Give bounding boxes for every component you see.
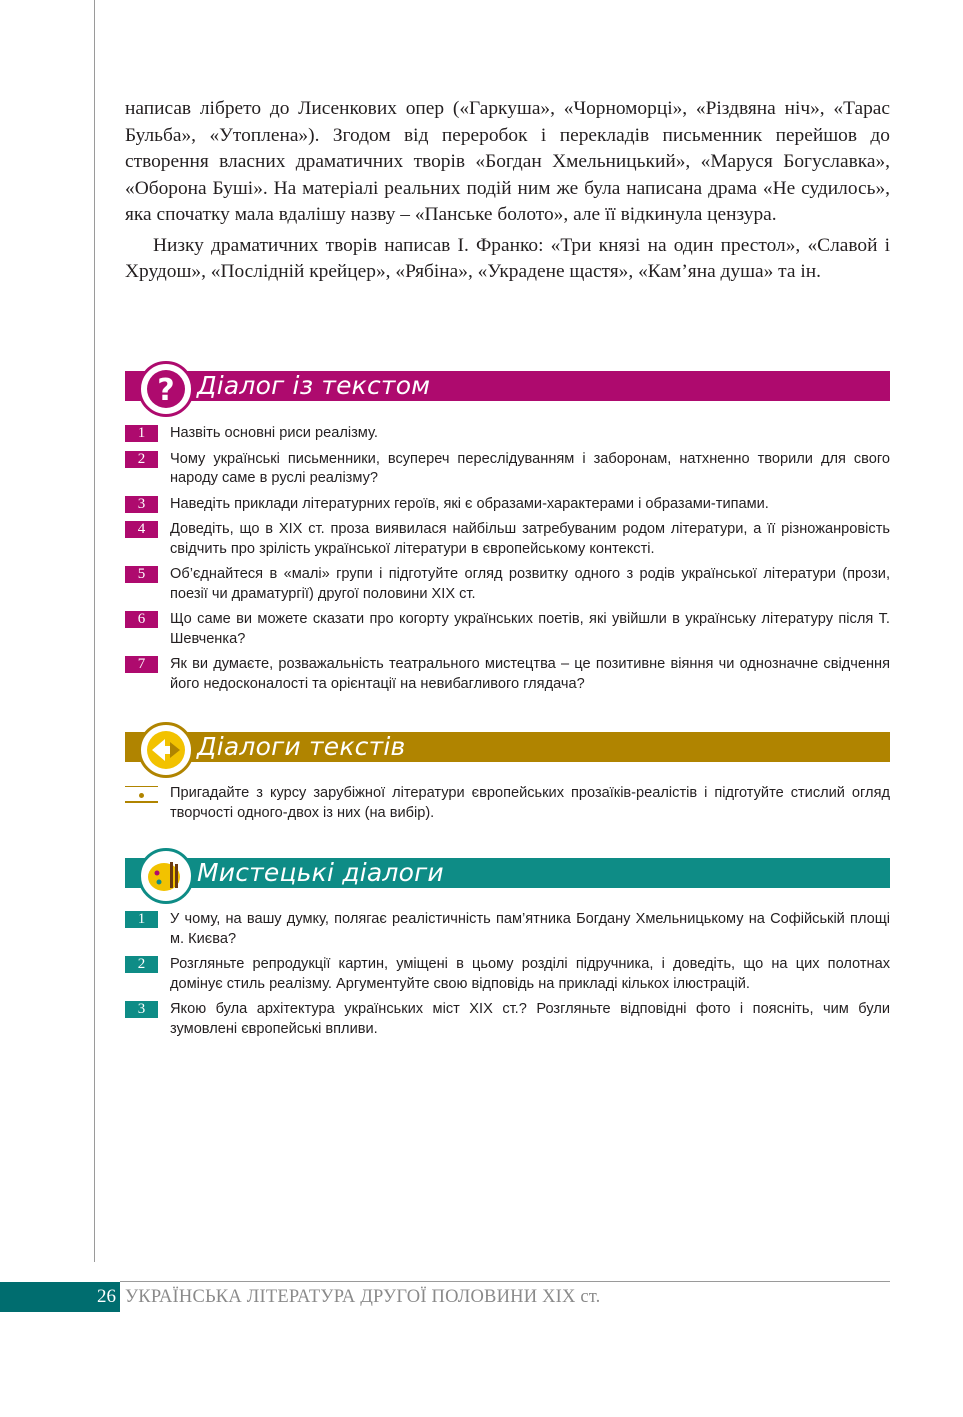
question-text: Наведіть приклади літературних героїв, які є образами-характерами і образами-типами. (170, 495, 769, 512)
section-title: Діалоги текстів (197, 732, 406, 761)
question-item (125, 955, 890, 994)
body-text (125, 96, 890, 286)
question-item (125, 655, 890, 694)
question-text: Розгляньте репродукції картин, уміщені в цьому розділі підручника, і доведіть, що на цих полотнах домінує стиль реалізму. Аргументуйте свою відповідь на прикладі кількох ілюстрацій. (170, 956, 890, 992)
question-number: 2 (125, 956, 158, 973)
question-text: Що саме ви можете сказати про когорту українських поетів, які увійшли в українську літературу після Т. Шевченка? (170, 611, 890, 647)
arrows-exchange-icon (138, 722, 194, 778)
question-text: Як ви думаєте, розважальність театрального мистецтва – це позитивне віяння чи однозначне свідчення його недосконалості та орієнтації на невибагливого глядача? (170, 656, 890, 692)
paragraph-2: Низку драматичних творів написав І. Франко: «Три князі на один престол», «Славой і Хрудош», «Послідній крейцер», «Рябіна», «Украдене щастя», «Кам’яна душа» та ін. (125, 234, 890, 282)
question-text: Пригадайте з курсу зарубіжної літератури європейських прозаїків-реалістів і підготуйте стислий огляд творчості одного-двох із них (на вибір). (170, 785, 890, 821)
question-item (125, 565, 890, 604)
section-header-dialog-texts (125, 732, 890, 762)
section-header-art-dialogs (125, 858, 890, 888)
section-header-dialog-text (125, 371, 890, 401)
question-list-art-dialogs (125, 910, 890, 1045)
bullet-marker (125, 786, 158, 803)
question-mark-icon (138, 361, 194, 417)
question-number: 4 (125, 521, 158, 538)
question-number: 6 (125, 611, 158, 628)
section-title: Діалог із текстом (197, 371, 431, 400)
question-number: 7 (125, 656, 158, 673)
question-list-dialog-text (125, 424, 890, 700)
question-number: 1 (125, 425, 158, 442)
svg-text:?: ? (157, 373, 175, 408)
question-item (125, 610, 890, 649)
running-title: УКРАЇНСЬКА ЛІТЕРАТУРА ДРУГОЇ ПОЛОВИНИ ХІХ ст. (125, 1287, 601, 1307)
question-item (125, 450, 890, 489)
question-item (125, 1000, 890, 1039)
question-text: У чому, на вашу думку, полягає реалістичність пам’ятника Богдану Хмельницькому на Софійській площі м. Києва? (170, 911, 890, 947)
question-item (125, 424, 890, 444)
bullet-dot-icon (139, 793, 144, 798)
question-number: 1 (125, 911, 158, 928)
question-text: Об’єднайтеся в «малі» групи і підготуйте огляд розвитку одного з родів української літератури (прози, поезії чи драматургії) другої половини ХІХ ст. (170, 566, 890, 602)
palette-brushes-icon (138, 848, 194, 904)
question-item (125, 495, 890, 515)
question-item (125, 910, 890, 949)
question-text: Назвіть основні риси реалізму. (170, 425, 378, 441)
question-text: Якою була архітектура українських міст ХІХ ст.? Розгляньте відповідні фото і поясніть, чим були зумовлені європейські впливи. (170, 1001, 890, 1037)
question-text: Доведіть, що в ХІХ ст. проза виявилася найбільш затребуваним родом літератури, а її різножанровість свідчить про зрілість української літератури в європейському контексті. (170, 521, 890, 557)
section-title: Мистецькі діалоги (197, 858, 444, 887)
question-number: 3 (125, 496, 158, 513)
question-text: Чому українські письменники, всупереч переслідуванням і заборонам, натхненно творили для свого народу саме в руслі реалізму? (170, 450, 890, 486)
question-number: 2 (125, 451, 158, 468)
margin-rule (94, 0, 95, 1262)
question-item (125, 520, 890, 559)
question-number: 5 (125, 566, 158, 583)
page-number: 26 (97, 1286, 116, 1307)
question-list-dialog-texts (125, 784, 890, 829)
question-item (125, 784, 890, 823)
paragraph-1: написав лібрето до Лисенкових опер («Гаркуша», «Чорноморці», «Різдвяна ніч», «Тарас Бульба», «Утоплена»). Згодом від переробок і перекладів письменник перейшов до створення власних драматичних творів «Богдан Хмельницький», «Маруся Богуславка», «Оборона Буші». На матеріалі реальних подій ним же була написана драма «Не судилось», яка спочатку мала вдалішу назву – «Панське болото», але її відкинула цензура. (125, 98, 890, 225)
question-number: 3 (125, 1001, 158, 1018)
